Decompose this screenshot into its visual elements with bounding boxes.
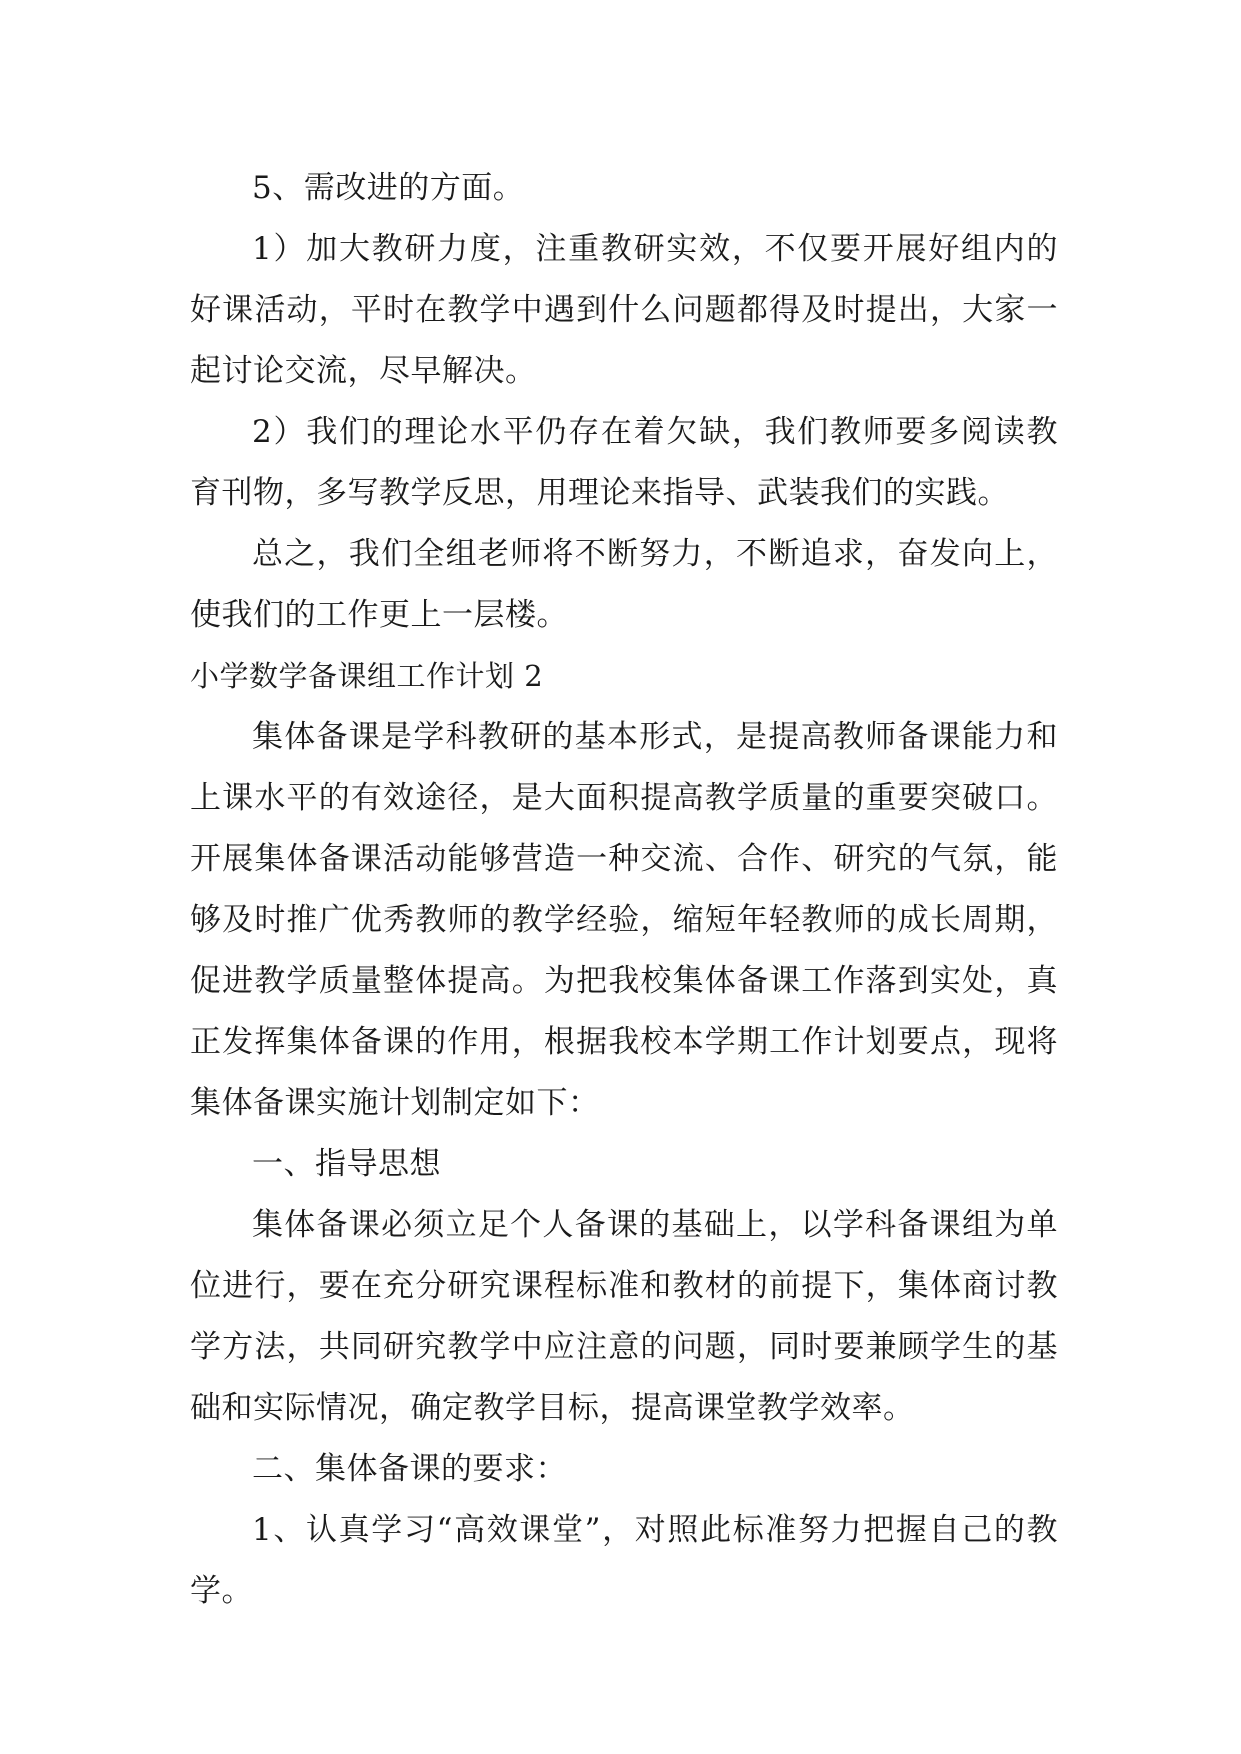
subheading-guiding-ideology: 一、指导思想 <box>252 1146 441 1182</box>
document-body <box>190 158 1058 1622</box>
paragraph-improvement-heading: 5、需改进的方面。 <box>252 170 525 206</box>
section-title: 小学数学备课组工作计划 2 <box>190 659 544 693</box>
paragraph-conclusion: 总之，我们全组老师将不断努力，不断追求，奋发向上，使我们的工作更上一层楼。 <box>190 536 1058 633</box>
paragraph-guiding-ideology: 集体备课必须立足个人备课的基础上，以学科备课组为单位进行，要在充分研究课程标准和教材的前提下，集体商讨教学方法，共同研究教学中应注意的问题，同时要兼顾学生的基础和实际情况，确定教学目标，提高课堂教学效率。 <box>190 1207 1058 1426</box>
paragraph-introduction: 集体备课是学科教研的基本形式，是提高教师备课能力和上课水平的有效途径，是大面积提高教学质量的重要突破口。开展集体备课活动能够营造一种交流、合作、研究的气氛，能够及时推广优秀教师的教学经验，缩短年轻教师的成长周期，促进教学质量整体提高。为把我校集体备课工作落到实处，真正发挥集体备课的作用，根据我校本学期工作计划要点，现将集体备课实施计划制定如下： <box>190 719 1058 1121</box>
subheading-requirements: 二、集体备课的要求： <box>252 1451 567 1487</box>
paragraph-improvement-item-1: 1）加大教研力度，注重教研实效，不仅要开展好组内的好课活动，平时在教学中遇到什么问题都得及时提出，大家一起讨论交流，尽早解决。 <box>190 231 1058 389</box>
paragraph-requirement-1: 1、认真学习“高效课堂”，对照此标准努力把握自己的教学。 <box>190 1512 1058 1609</box>
paragraph-improvement-item-2: 2）我们的理论水平仍存在着欠缺，我们教师要多阅读教育刊物，多写教学反思，用理论来指导、武装我们的实践。 <box>190 414 1058 511</box>
